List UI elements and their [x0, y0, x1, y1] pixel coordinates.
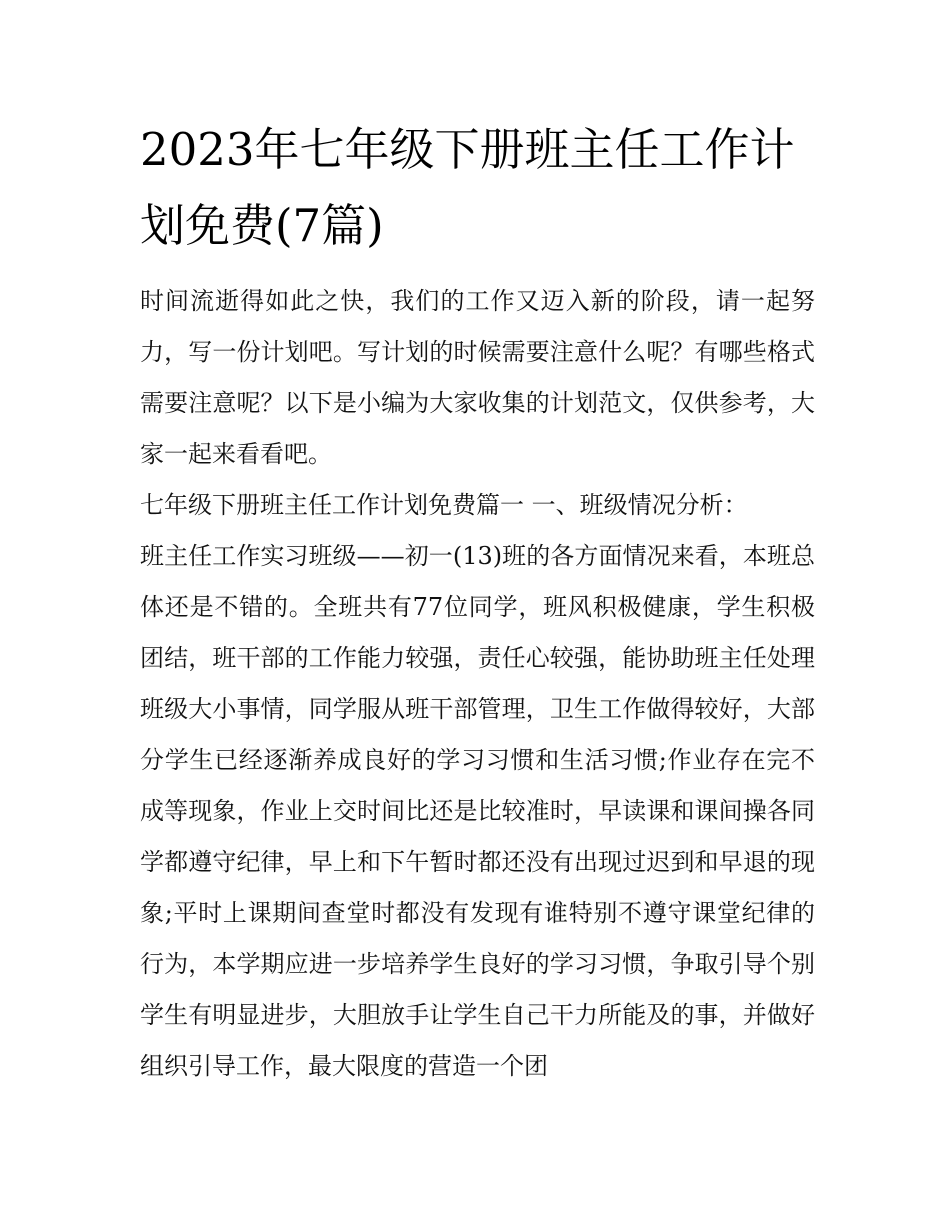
class-analysis-paragraph: 班主任工作实习班级——初一(13)班的各方面情况来看，本班总体还是不错的。全班共有77位同学，班风积极健康，学生积极团结，班干部的工作能力较强，责任心较强，能协助班主任处理班级大小事情，同学服从班干部管理，卫生工作做得较好，大部分学生已经逐渐养成良好的学习习惯和生活习惯;作业存在完不成等现象，作业上交时间比还是比较准时，早读课和课间操各同学都遵守纪律，早上和下午暂时都还没有出现过迟到和早退的现象;平时上课期间查堂时都没有发现有谁特别不遵守课堂纪律的行为，本学期应进一步培养学生良好的学习习惯，争取引导个别学生有明显进步，大胆放手让学生自己干力所能及的事，并做好组织引导工作，最大限度的营造一个团: [140, 542, 815, 1080]
document-title: 2023年七年级下册班主任工作计划免费(7篇): [140, 123, 795, 252]
intro-paragraph: 时间流逝得如此之快，我们的工作又迈入新的阶段，请一起努力，写一份计划吧。写计划的时候需要注意什么呢？有哪些格式需要注意呢？以下是小编为大家收集的计划范文，仅供参考，大家一起来看看吧。: [140, 287, 815, 468]
document-content: [140, 112, 815, 1092]
section-heading-paragraph: 七年级下册班主任工作计划免费篇一 一、班级情况分析：: [140, 491, 748, 519]
